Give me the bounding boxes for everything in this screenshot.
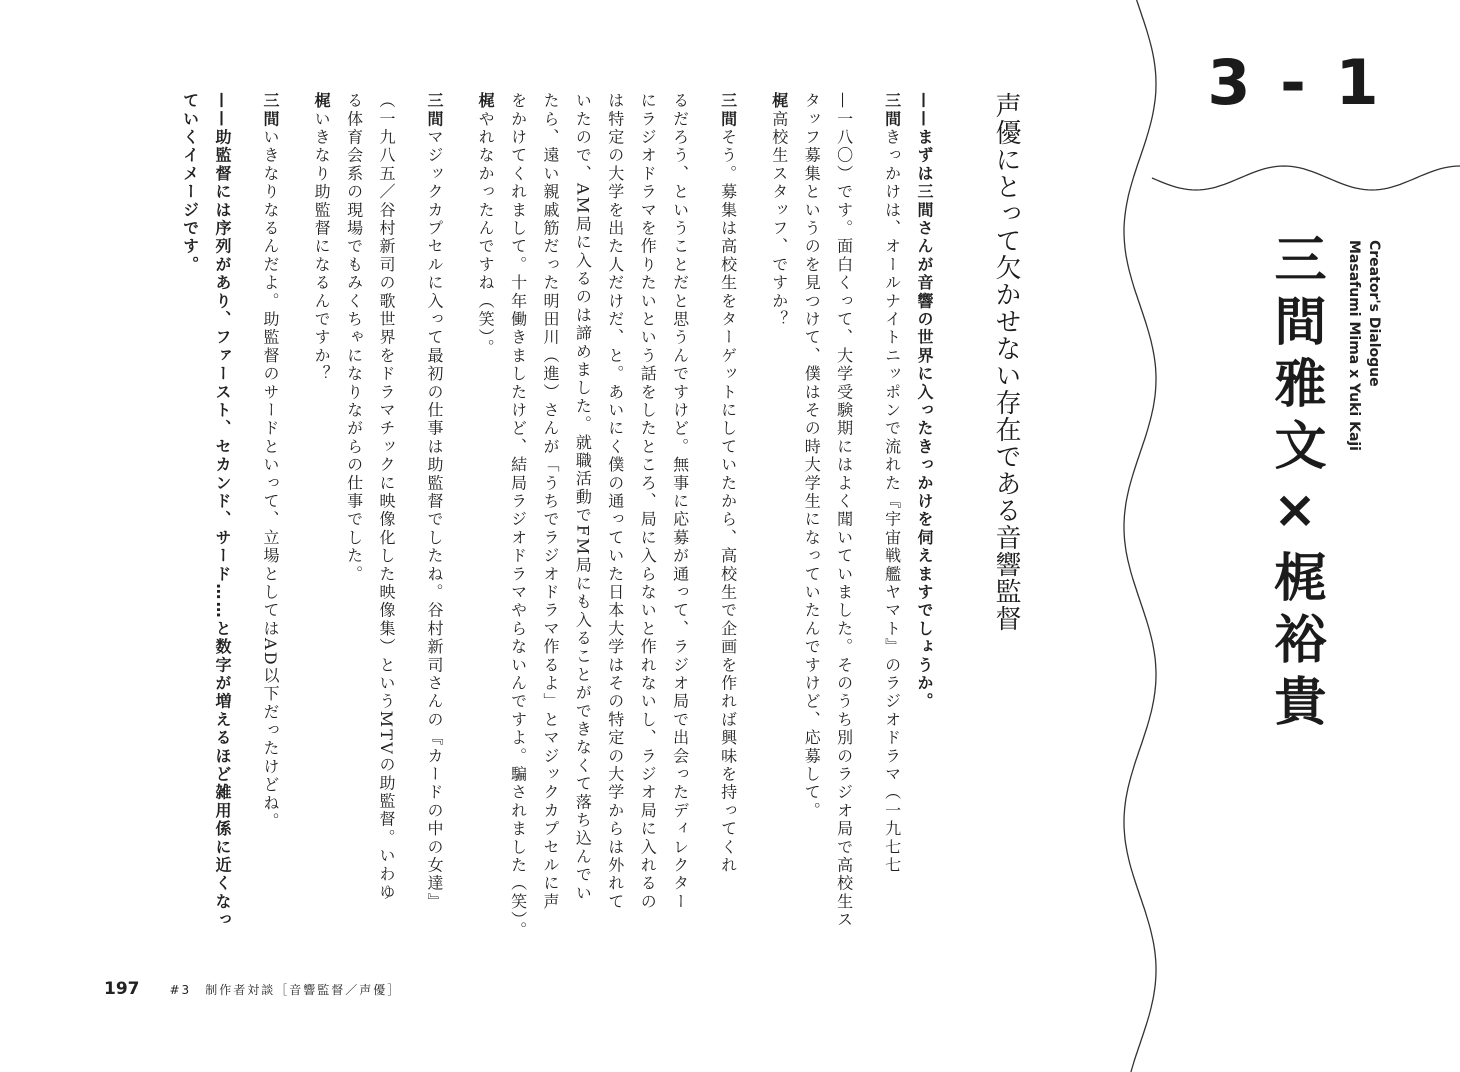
- text-line-content: いきなりなるんだよ。助監督のサードといって、立場としてはAD以下だったけどね。: [260, 128, 280, 831]
- wave-vertical-line: [1124, 0, 1156, 1072]
- speaker-label: 三間: [260, 92, 280, 129]
- text-line-content: いきなり助監督になるんですか？: [312, 110, 332, 384]
- speaker-label: 三間: [882, 92, 902, 129]
- speaker-label: 梶: [312, 92, 332, 111]
- dialogue-subtitle-line-2: Masafumi Mima x Yuki Kaji: [1346, 240, 1362, 451]
- text-line: る体育会系の現場でもみくちゃになりながらの仕事でした。: [344, 92, 364, 584]
- page-footer: [104, 979, 401, 999]
- text-line: [402, 92, 450, 952]
- text-line: [286, 92, 337, 952]
- interviewer-question: ていくイメージです。: [180, 92, 200, 274]
- page-number: 197: [104, 979, 140, 999]
- text-line-content: やれなかったんですね（笑）。: [476, 110, 496, 358]
- text-line: をかけてくれまして。十年働きましたけど、結局ラジオドラマやらないんですよ。騙されました（笑）。: [508, 92, 528, 940]
- dialogue-participants: 三間雅文×梶裕貴: [1265, 232, 1325, 736]
- text-line: にラジオドラマを作りたいという話をしたところ、局に入らないと作れないし、ラジオ局に入れるの: [638, 92, 658, 911]
- dialogue-body: [84, 92, 940, 952]
- speaker-label: 三間: [424, 92, 444, 129]
- speaker-label: 梶: [476, 92, 496, 111]
- text-line: たら、遠い親戚筋だった明田川（進）さんが「うちでラジオドラマ作るよ」とマジックカプセルに声: [540, 92, 560, 911]
- text-line: [450, 92, 501, 952]
- text-line: いたので、AM局に入るのは諦めました。就職活動でFM局にも入ることができなくて落ち込んでい: [573, 92, 593, 903]
- text-line: [238, 92, 286, 952]
- text-line: [860, 92, 908, 952]
- interviewer-question: ——助監督には序列があり、ファースト、セカンド、サード……と数字が増えるほど雑用係に近くなっ: [212, 92, 232, 930]
- chapter-number: 3 - 1: [1207, 46, 1383, 119]
- running-head: #3 制作者対談［音響監督／声優］: [169, 983, 402, 997]
- section-title: 声優にとって欠かせない存在である音響監督: [991, 92, 1021, 632]
- text-line: るだろう、ということだと思うんですけど。無事に応募が通って、ラジオ局で出会ったディレクター: [670, 92, 690, 911]
- text-line-content: マジックカプセルに入って最初の仕事は助監督でしたね。谷村新司さんの『カードの中の女達』: [424, 128, 444, 912]
- dialogue-subtitle: [1344, 240, 1384, 560]
- text-line: —一八〇）です。面白くって、大学受験期にはよく聞いていました。そのうち別のラジオ局で高校生ス: [834, 92, 854, 930]
- dialogue-subtitle-line-1: Creator's Dialogue: [1366, 240, 1382, 387]
- text-line: [744, 92, 795, 952]
- text-line-content: きっかけは、オールナイトニッポンで流れた『宇宙戦艦ヤマト』のラジオドラマ（一九七七: [882, 128, 902, 875]
- text-line: [696, 92, 744, 952]
- text-line-content: そう。募集は高校生をターゲットにしていたから、高校生で企画を作れば興味を持ってくれ: [718, 128, 738, 875]
- interviewer-question: ——まずは三間さんが音響の世界に入ったきっかけを伺えますでしょうか。: [915, 92, 934, 711]
- text-line: は特定の大学を出た人だけだ、と。あいにく僕の通っていた日本大学はその特定の大学からは外れて: [605, 92, 625, 911]
- speaker-label: 三間: [718, 92, 738, 129]
- text-line-content: 高校生スタッフ、ですか？: [769, 110, 789, 329]
- text-line: タッフ募集というのを見つけて、僕はその時大学生になっていたんですけど、応募して。: [802, 92, 822, 820]
- wave-horizontal-line: [1152, 166, 1460, 190]
- speaker-label: 梶: [769, 92, 789, 111]
- text-line: （一九八五／谷村新司の歌世界をドラマチックに映像化した映像集）というMTVの助監督。いわゆ: [376, 92, 396, 902]
